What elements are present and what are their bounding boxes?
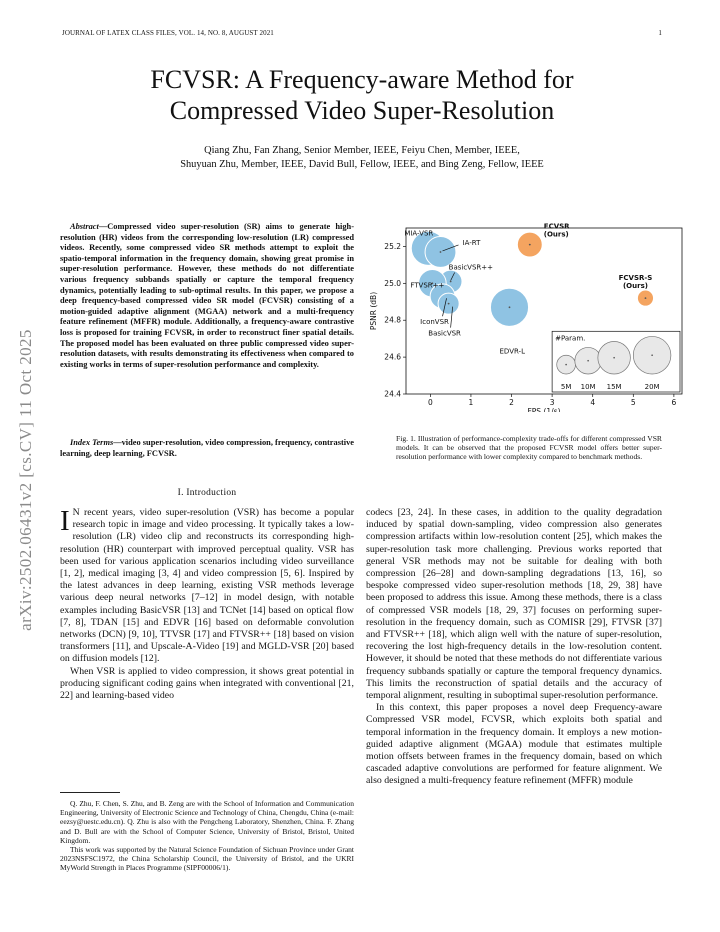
authors-line-2: Shuyuan Zhu, Member, IEEE, David Bull, Fellow, IEEE, and Bing Zeng, Fellow, IEEE — [180, 159, 544, 170]
bubble-center-dot — [440, 251, 442, 253]
bubble-center-dot — [529, 244, 531, 246]
page-number: 1 — [658, 29, 662, 37]
y-tick-label: 24.8 — [384, 315, 401, 325]
arxiv-stamp — [6, 270, 46, 690]
y-tick-label: 25.0 — [384, 278, 401, 288]
size-legend-center-dot — [565, 364, 567, 366]
y-tick-label: 24.6 — [384, 352, 401, 362]
authors-line-1: Qiang Zhu, Fan Zhang, Senior Member, IEEE, Feiyu Chen, Member, IEEE, — [204, 145, 520, 156]
y-tick-label: 25.2 — [384, 241, 401, 251]
size-legend-center-dot — [613, 357, 615, 359]
point-label: EDVR-L — [499, 347, 525, 356]
x-tick-label: 2 — [509, 398, 514, 407]
figure-caption: Fig. 1. Illustration of performance-complexity trade-offs for different compressed VSR models. It can be observed that the proposed FCVSR model offers better super-resolution performance with lower complexity compared to benchmark methods. — [396, 434, 662, 462]
right-paragraph-1: codecs [23, 24]. In these cases, in addition to the quality degradation induced by spatial down-sampling, video compression also generates compression artifacts within low-resolution content [25], which makes the super-resolution task more challenging. Previous works reported that general VSR methods may not be suitable for dealing with both compression [26–28] and down-sampling degradations [13, 16], so bespoke compressed video super-resolution methods [18, 29, 38] have been proposed to address this issue. Among these methods, there is a class of compressed VSR models [18, 29, 37] focuses on performing super-resolution in the frequency domain, such as COMISR [29], FTVSR [37] and FTVSR++ [18], which align well with the nature of super-resolution, recovering the lost high-frequency details in the low-resolution content. However, it should be noted that these methods do not differentiate various frequency subbands spatially or capture the temporal frequency dynamics. This limits the reconstruction of spatial details and the accuracy of temporal alignment, resulting in suboptimal super-resolution performance. — [366, 507, 662, 702]
x-tick-label: 6 — [671, 398, 677, 407]
point-label: BasicVSR — [428, 329, 461, 338]
point-label: FCVSR — [543, 222, 570, 231]
footnote — [60, 799, 354, 873]
x-tick-label: 4 — [590, 398, 596, 407]
abstract-text: —Compressed video super-resolution (SR) aims to generate high-resolution (HR) videos from the corresponding low-resolution (LR) compressed videos. Recently, some compressed video SR methods attempt to exploit the spatio-temporal information in the frequency domain, showing great promise in super-resolution performance. However, these methods do not differentiate various frequency subbands spatially or capture the temporal frequency dynamics, potentially leading to sub-optimal results. In this paper, we propose a deep frequency-based compressed video SR model (FCVSR) consisting of a motion-guided adaptive alignment (MGAA) network and a multi-frequency feature refinement (MFFR) module. Additionally, a frequency-aware contrastive loss is proposed for training FCVSR, in order to reconstruct finer spatial details. The proposed model has been evaluated on three public compressed video super-resolution datasets, with results demonstrating its effectiveness when compared to existing works in terms of super-resolution performance and complexity. — [60, 222, 354, 369]
x-tick-label: 0 — [427, 398, 433, 407]
bubble-center-dot — [509, 306, 511, 308]
x-tick-label: 3 — [549, 398, 555, 407]
point-label: MIA-VSR — [404, 229, 434, 238]
index-terms — [60, 438, 354, 459]
x-tick-label: 5 — [630, 398, 636, 407]
footnote-funding: This work was supported by the Natural Science Foundation of Sichuan Province under Grant 2023NSFSC1972, the China Scholarship Council, the University of Bristol, and the UKRI MyWorld Strength in Places Programme (SIPF00006/1). — [60, 845, 354, 873]
point-label: (Ours) — [622, 282, 648, 291]
intro-right-column — [366, 507, 662, 788]
size-legend-title: #Param. — [555, 334, 586, 343]
point-label: IA-RT — [462, 238, 481, 247]
point-label: (Ours) — [543, 230, 569, 239]
x-tick-label: 1 — [468, 398, 474, 407]
size-legend-label: 5M — [560, 383, 572, 391]
intro-paragraph-1: N recent years, video super-resolution (VSR) has become a popular research topic in image and video processing. It typically takes a low-resolution (LR) video clip and reconstructs its corresponding high-resolution (HR) counterpart with improved perceptual quality. VSR has been used for various application scenarios including video surveillance [1, 2], medical imaging [3, 4] and video compression [5, 6]. Inspired by the latest advances in deep learning, existing VSR methods leverage various deep neural networks [7–12] in model design, with notable examples including BasicVSR [13] and TCNet [14] based on optical flow [7, 8], TDAN [15] and EDVR [16] based on deformable convolution networks (DCN) [9, 10], TTVSR [17] and FTVSR++ [18] based on vision transformers [11], and Upscale-A-Video [19] and MGLD-VSR [20] based on diffusion models [12]. — [60, 507, 354, 665]
y-axis-label: PSNR (dB) — [369, 291, 378, 331]
right-paragraph-2: In this context, this paper proposes a novel deep Frequency-aware Compressed VSR model, FCVSR, which exploits both spatial and temporal information in the frequency domain. It employs a new motion-guided adaptive alignment (MGAA) module that estimates multiple motion offsets between frames in the frequency domain, based on which cascaded adaptive convolutions are performed for feature alignment. We also designed a multi-frequency feature refinement (MFFR) module — [366, 702, 662, 787]
point-label: FCVSR-S — [618, 274, 653, 283]
performance-complexity-chart — [366, 222, 686, 412]
size-legend-label: 15M — [606, 383, 622, 391]
footnote-affiliations: Q. Zhu, F. Chen, S. Zhu, and B. Zeng are with the School of Information and Communication Engineering, University of Electronic Science and Technology of China, Chengdu, China (e-mail: eezsy@uestc.edu.cn). Q. Zhu is also with the Pengcheng Laboratory, Shenzhen, China. F. Zhang and D. Bull are with the School of Computer Science, University of Bristol, Bristol, United Kingdom. — [60, 799, 354, 845]
size-legend-center-dot — [651, 354, 653, 356]
intro-left-column — [60, 507, 354, 702]
point-label: IconVSR — [420, 318, 449, 327]
abstract — [60, 222, 354, 370]
size-legend-label: 10M — [580, 383, 596, 391]
bubble-center-dot — [450, 281, 452, 283]
figure-1 — [366, 222, 686, 452]
drop-cap: I — [60, 505, 70, 537]
footnote-rule — [60, 792, 120, 793]
size-legend-label: 20M — [644, 383, 660, 391]
x-axis-label: FPS (1/s) — [527, 407, 561, 412]
paper-title — [62, 64, 662, 126]
size-legend-center-dot — [587, 360, 589, 362]
author-list — [62, 144, 662, 172]
index-terms-label: Index Terms — [70, 438, 114, 447]
index-terms-text: —video super-resolution, video compression, frequency, contrastive learning, deep learning, FCVSR. — [60, 438, 354, 458]
title-line-1: FCVSR: A Frequency-aware Method for — [150, 65, 574, 94]
section-heading: I. Introduction — [177, 488, 237, 498]
point-label: FTVSR++ — [410, 281, 445, 290]
title-line-2: Compressed Video Super-Resolution — [169, 96, 555, 125]
intro-paragraph-2: When VSR is applied to video compression, it shows great potential in producing significant coding gains when integrated with conventional [21, 22] and learning-based video — [60, 665, 354, 702]
y-tick-label: 24.4 — [384, 389, 401, 399]
journal-info: JOURNAL OF LATEX CLASS FILES, VOL. 14, NO. 8, AUGUST 2021 — [62, 29, 274, 37]
abstract-label: Abstract — [70, 222, 99, 231]
arxiv-identifier: arXiv:2502.06431v2 [cs.CV] 11 Oct 2025 — [16, 329, 35, 631]
bubble-center-dot — [448, 303, 450, 305]
bubble-center-dot — [645, 297, 647, 299]
running-head — [62, 29, 662, 37]
point-label: BasicVSR++ — [448, 263, 494, 272]
